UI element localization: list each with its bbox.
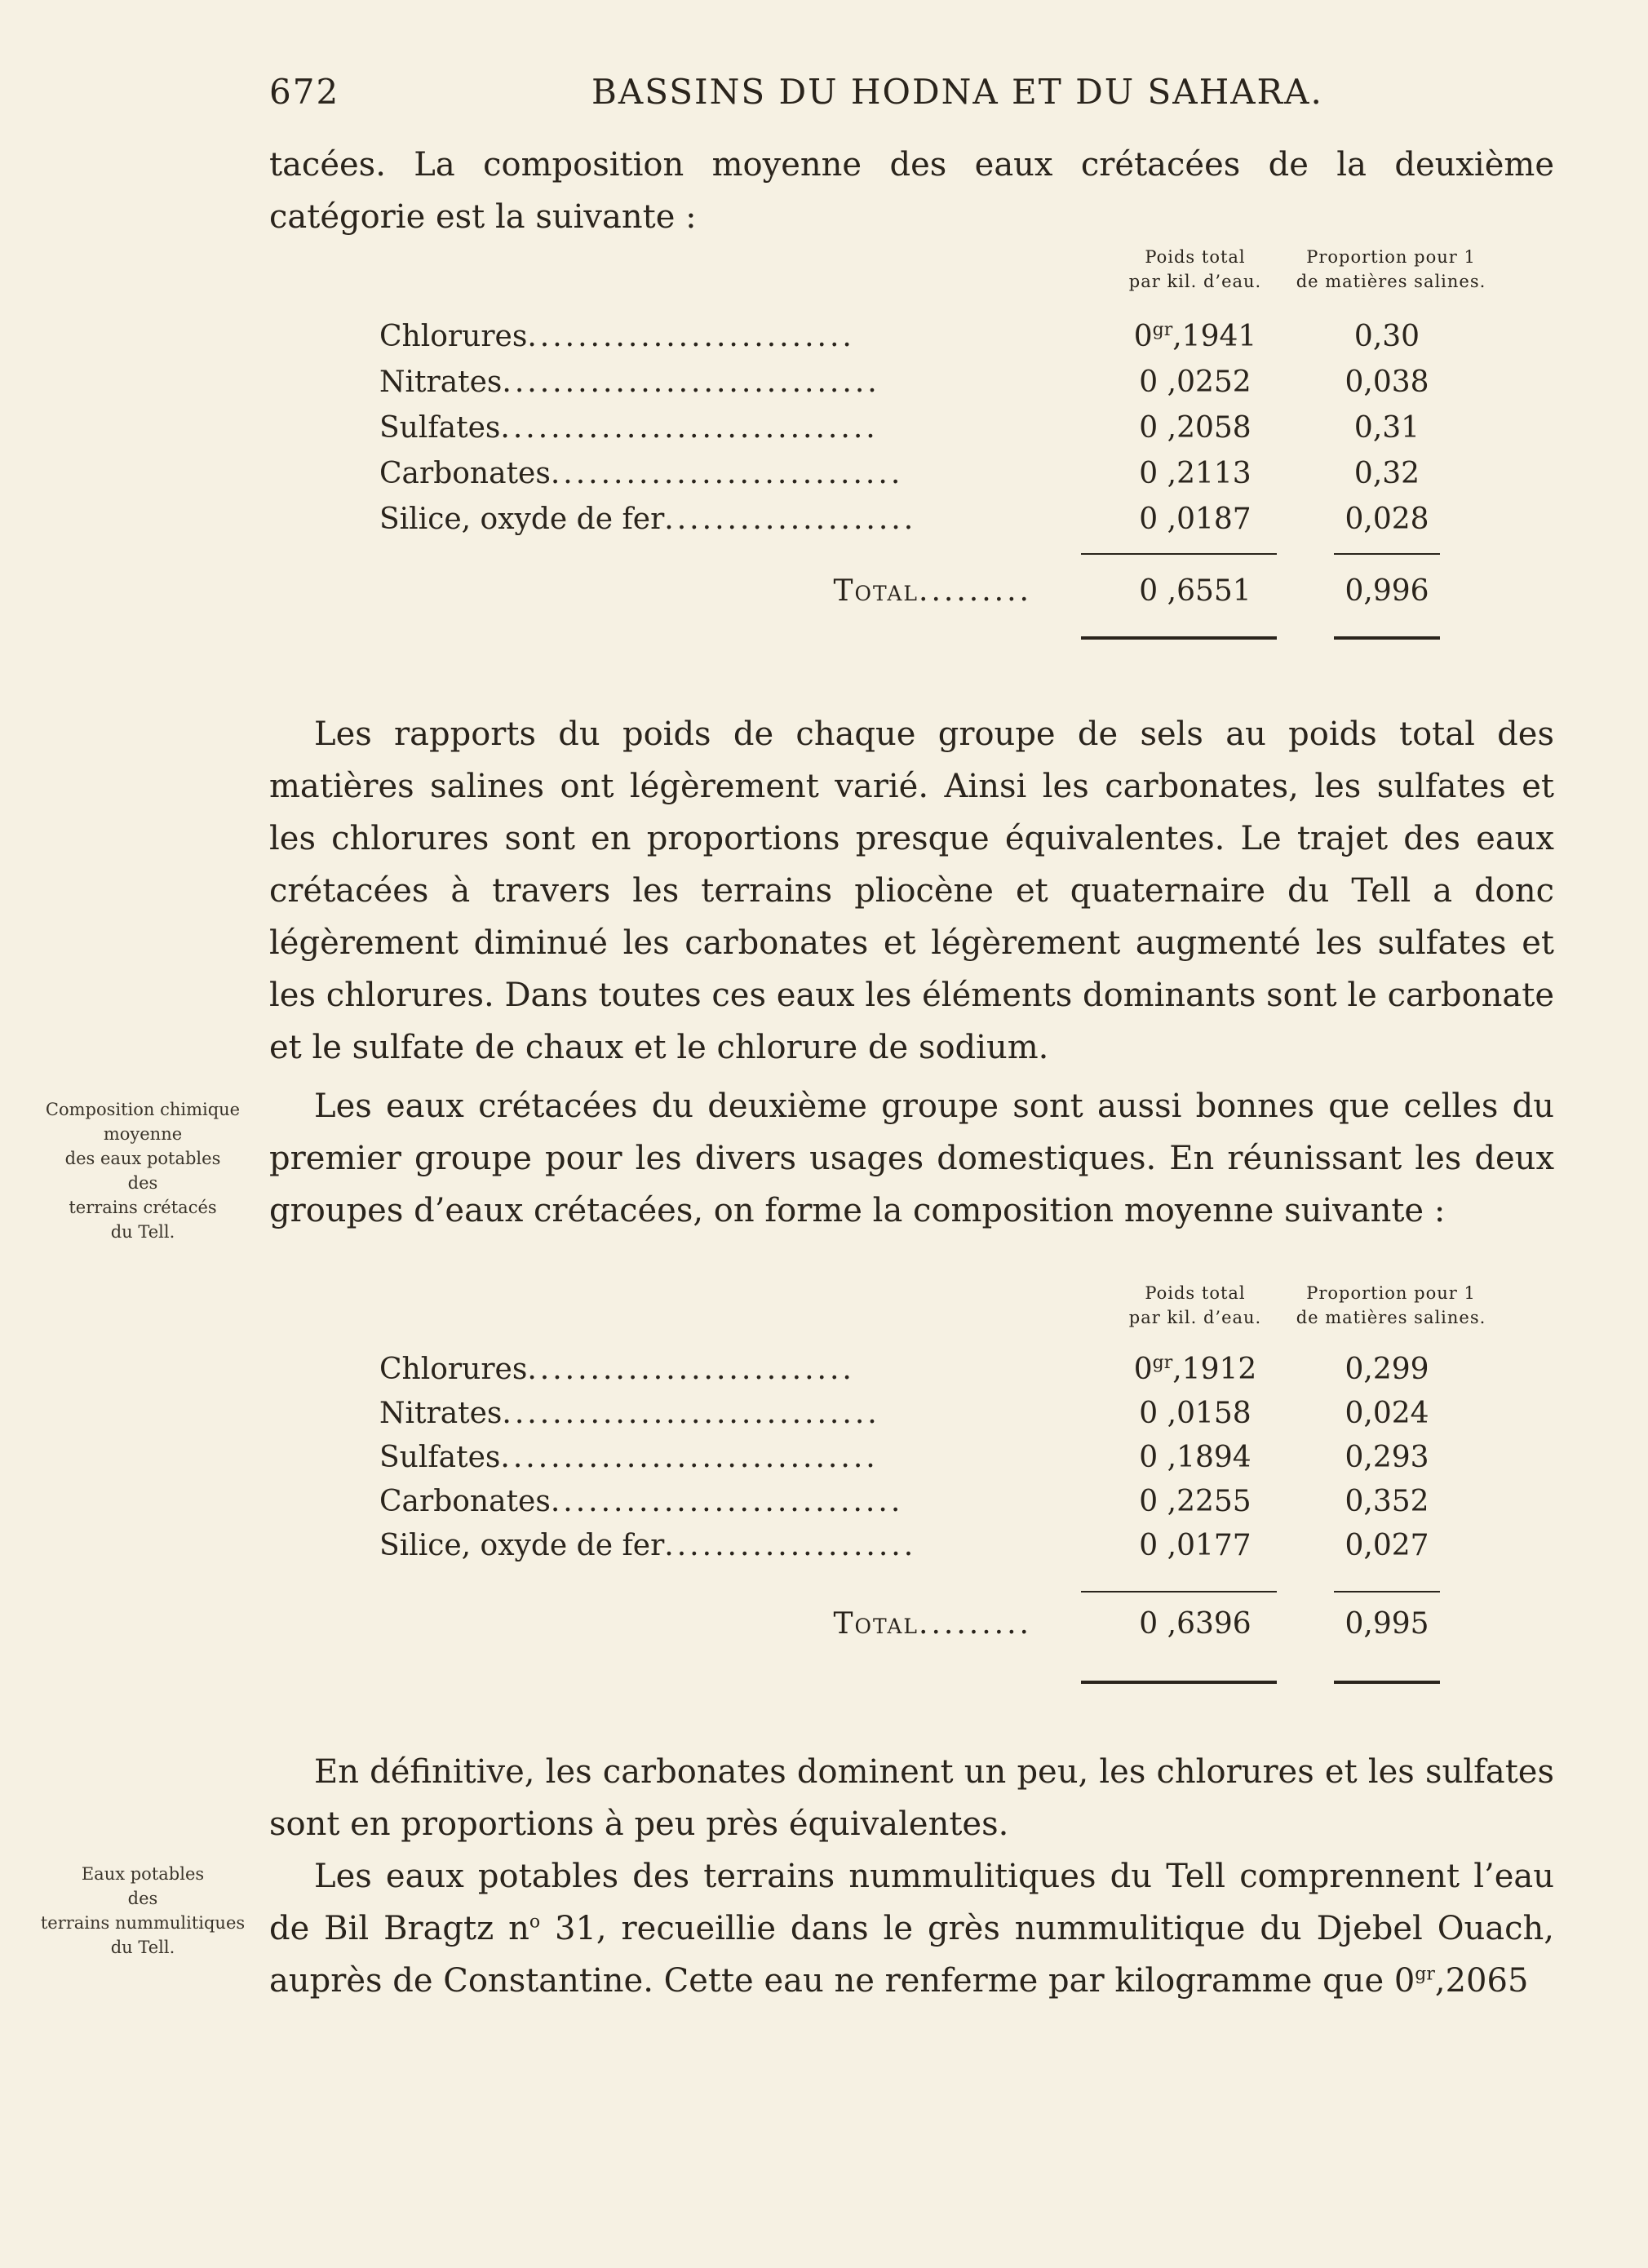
weight-value: 0 ,0187 [1139, 503, 1252, 536]
proportion-value: 0,028 [1345, 503, 1429, 536]
row-label: Sulfates [379, 411, 501, 445]
margin-note-nummulitic: Eaux potables des terrains nummulitiques du Tell. [40, 1864, 246, 1957]
proportion-value: 0,299 [1345, 1353, 1429, 1386]
page-number: 672 [269, 72, 340, 112]
total-weight: 0 ,6551 [1139, 574, 1252, 608]
sum-rule [1334, 553, 1440, 555]
proportion-value: 0,30 [1353, 320, 1420, 353]
weight-value: $0^{gr},1941$ [1133, 320, 1257, 353]
column-header-proportion: Proportion pour 1 de matières salines. [1296, 247, 1486, 291]
row-label: Chlorures [379, 1353, 528, 1386]
table-row: Nitrates.............................. 0 ,0252 0,038 [379, 365, 1522, 408]
table-row: Chlorures.......................... $0^{gr},1912$ 0,299 [379, 1353, 1522, 1395]
weight-value: 0 ,2113 [1139, 457, 1252, 490]
proportion-value: 0,32 [1353, 457, 1420, 490]
sum-rule [1334, 1591, 1440, 1592]
paragraph-1: tacées. La composition moyenne des eaux crétacées de la deuxième catégorie est la suivante : [269, 146, 1554, 236]
table-row: Carbonates............................ 0 ,2113 0,32 [379, 457, 1522, 499]
weight-value: $0^{gr},1912$ [1133, 1353, 1257, 1386]
proportion-value: 0,027 [1345, 1529, 1429, 1562]
table-row: Sulfates.............................. 0 ,1894 0,293 [379, 1441, 1522, 1483]
margin-note-composition: Composition chimique moyenne des eaux potables des terrains crétacés du Tell. [45, 1100, 241, 1242]
table-row: Chlorures.......................... $0^{gr},1941$ 0,30 [379, 320, 1522, 362]
proportion-value: 0,293 [1345, 1441, 1429, 1474]
weight-value: 0 ,0158 [1139, 1397, 1252, 1430]
table-row: Carbonates............................ 0 ,2255 0,352 [379, 1485, 1522, 1527]
row-label: Carbonates [379, 1485, 551, 1518]
weight-value: 0 ,0252 [1139, 365, 1252, 399]
table-row: Silice, oxyde de fer.................... 0 ,0177 0,027 [379, 1529, 1522, 1571]
proportion-value: 0,038 [1345, 365, 1429, 399]
table-row: Silice, oxyde de fer.................... 0 ,0187 0,028 [379, 503, 1522, 545]
row-label: Silice, oxyde de fer [379, 503, 665, 536]
row-label: Nitrates [379, 365, 503, 399]
total-proportion: 0,995 [1345, 1607, 1429, 1641]
total-label: Total [833, 574, 919, 608]
row-label: Nitrates [379, 1397, 503, 1430]
paragraph-2: Les rapports du poids de chaque groupe de sels au poids total des matières salines ont légèrement varié. Ainsi les carbonates, les sulfates et les chlorures sont en proportions presque équivalentes. Le trajet des eaux crétacées à travers les terrains pliocène et quaternaire du Tell a donc légèrement diminué les carbonates et légèrement augmenté les sulfates et les chlorures. Dans toutes ces eaux les éléments dominants sont le carbonate et le sulfate de chaux et le chlorure de sodium. [269, 715, 1554, 1066]
paragraph-5: Les eaux potables des terrains nummulitiques du Tell comprennent l’eau de Bil Bragtz $n^o$ 31, recueillie dans le grès nummulitique du Djebel Ouach, auprès de Constantine. Cette eau ne renferme par kilogramme que $0^{gr},2065$ [269, 1858, 1554, 2000]
row-label: Carbonates [379, 457, 551, 490]
total-row: Total......... 0 ,6396 0,995 [379, 1607, 1522, 1650]
total-row: Total......... 0 ,6551 0,996 [379, 574, 1522, 617]
double-rule [1081, 1681, 1277, 1684]
weight-value: 0 ,0177 [1139, 1529, 1252, 1562]
row-label: Silice, oxyde de fer [379, 1529, 665, 1562]
running-title: BASSINS DU HODNA ET DU SAHARA. [591, 72, 1323, 112]
weight-value: 0 ,1894 [1139, 1441, 1252, 1474]
row-label: Chlorures [379, 320, 528, 353]
paragraph-3: Les eaux crétacées du deuxième groupe sont aussi bonnes que celles du premier groupe pour les divers usages domestiques. En réunissant les deux groupes d’eaux crétacées, on forme la composition moyenne suivante : [269, 1087, 1554, 1229]
column-header-weight: Poids total par kil. d’eau. [1128, 1283, 1262, 1327]
table-row: Sulfates.............................. 0 ,2058 0,31 [379, 411, 1522, 454]
row-label: Sulfates [379, 1441, 501, 1474]
double-rule [1081, 636, 1277, 640]
total-proportion: 0,996 [1345, 574, 1429, 608]
running-head [269, 72, 1554, 121]
total-weight: 0 ,6396 [1139, 1607, 1252, 1641]
proportion-value: 0,31 [1353, 411, 1420, 445]
proportion-value: 0,024 [1345, 1397, 1429, 1430]
weight-value: 0 ,2255 [1139, 1485, 1252, 1518]
table-row: Nitrates.............................. 0 ,0158 0,024 [379, 1397, 1522, 1439]
weight-value: 0 ,2058 [1139, 411, 1252, 445]
sum-rule [1081, 1591, 1277, 1592]
double-rule [1334, 636, 1440, 640]
paragraph-4: En définitive, les carbonates dominent un peu, les chlorures et les sulfates sont en proportions à peu près équivalentes. [269, 1753, 1554, 1843]
column-header-proportion: Proportion pour 1 de matières salines. [1296, 1283, 1486, 1327]
proportion-value: 0,352 [1345, 1485, 1429, 1518]
column-header-weight: Poids total par kil. d’eau. [1128, 247, 1262, 291]
sum-rule [1081, 553, 1277, 555]
double-rule [1334, 1681, 1440, 1684]
total-label: Total [833, 1607, 919, 1641]
